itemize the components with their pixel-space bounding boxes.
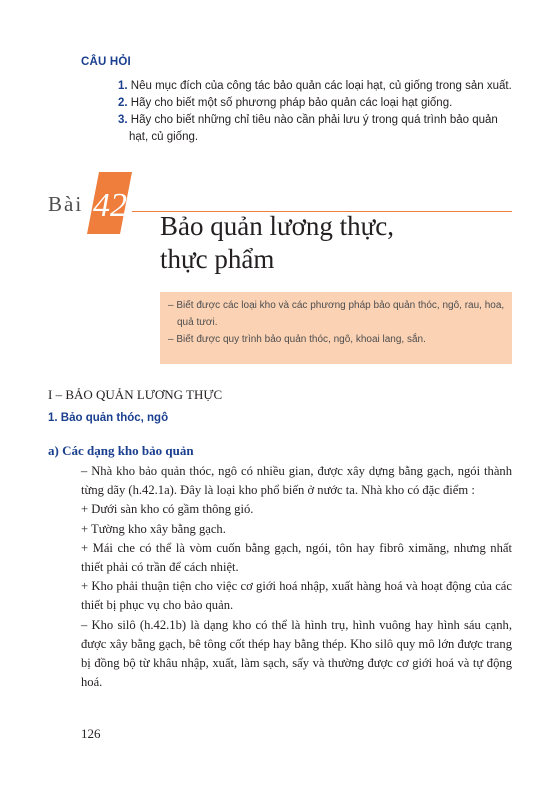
paragraph: + Kho phải thuận tiện cho việc cơ giới hoá nhập, xuất hàng hoá và hoạt động của các thiết bị phục vụ cho bảo quản. xyxy=(81,579,512,613)
lesson-title-line2: thực phẩm xyxy=(160,244,275,274)
questions-title: CÂU HỎI xyxy=(81,56,131,68)
objectives-text xyxy=(168,297,508,348)
question-item xyxy=(118,112,518,146)
paragraph: – Kho silô (h.42.1b) là dạng kho có thể là hình trụ, hình vuông hay hình sáu cạnh, được xây bằng gạch, bê tông cốt thép hay bằng thép. Kho silô quy mô lớn được trang bị đồng bộ từ khâu nhập, xuất, làm sạch, sấy và thường được cơ giới hoá và tự động hoá. xyxy=(81,617,512,690)
question-text: Hãy cho biết một số phương pháp bảo quản các loại hạt giống. xyxy=(130,97,453,109)
page-number: 126 xyxy=(81,726,101,741)
question-text: Hãy cho biết những chỉ tiêu nào cần phải lưu ý trong quá trình bảo quản hạt, củ giống. xyxy=(129,114,498,143)
section-heading: I – BẢO QUẢN LƯƠNG THỰC xyxy=(48,387,223,402)
paragraph: + Tường kho xây bằng gạch. xyxy=(81,521,226,536)
lesson-number: 42 xyxy=(93,187,127,224)
subsub-heading: a) Các dạng kho bảo quản xyxy=(48,443,194,458)
question-item xyxy=(118,78,518,95)
question-number: 3. xyxy=(118,114,128,126)
lesson-label: Bài xyxy=(48,192,84,216)
paragraph: + Dưới sàn kho có gầm thông gió. xyxy=(81,502,254,517)
paragraph: + Mái che có thể là vòm cuốn bằng gạch, ngói, tôn hay fibrô ximăng, nhưng nhất thiết phải có trần để cách nhiệt. xyxy=(81,540,512,575)
objective-item: – Biết được các loại kho và các phương pháp bảo quản thóc, ngô, rau, hoa, quả tươi. xyxy=(168,300,505,328)
objective-item: – Biết được quy trình bảo quản thóc, ngô, khoai lang, sắn. xyxy=(168,334,426,345)
question-number: 2. xyxy=(118,97,128,109)
questions-list xyxy=(118,78,518,146)
lesson-number-badge xyxy=(87,172,132,234)
question-item xyxy=(118,95,518,112)
sub-heading: 1. Bảo quản thóc, ngô xyxy=(48,412,169,424)
paragraph: – Nhà kho bảo quản thóc, ngô có nhiều gian, được xây dựng bằng gạch, ngói thành từng dãy (h.42.1a). Đây là loại kho phổ biến ở nước ta. Nhà kho có đặc điểm : xyxy=(81,464,512,498)
lesson-title-line1: Bảo quản lương thực, xyxy=(160,211,395,241)
question-text: Nêu mục đích của công tác bảo quản các loại hạt, củ giống trong sản xuất. xyxy=(130,80,512,92)
question-number: 1. xyxy=(118,80,128,92)
lesson-title xyxy=(160,210,520,276)
body-text xyxy=(81,462,512,692)
